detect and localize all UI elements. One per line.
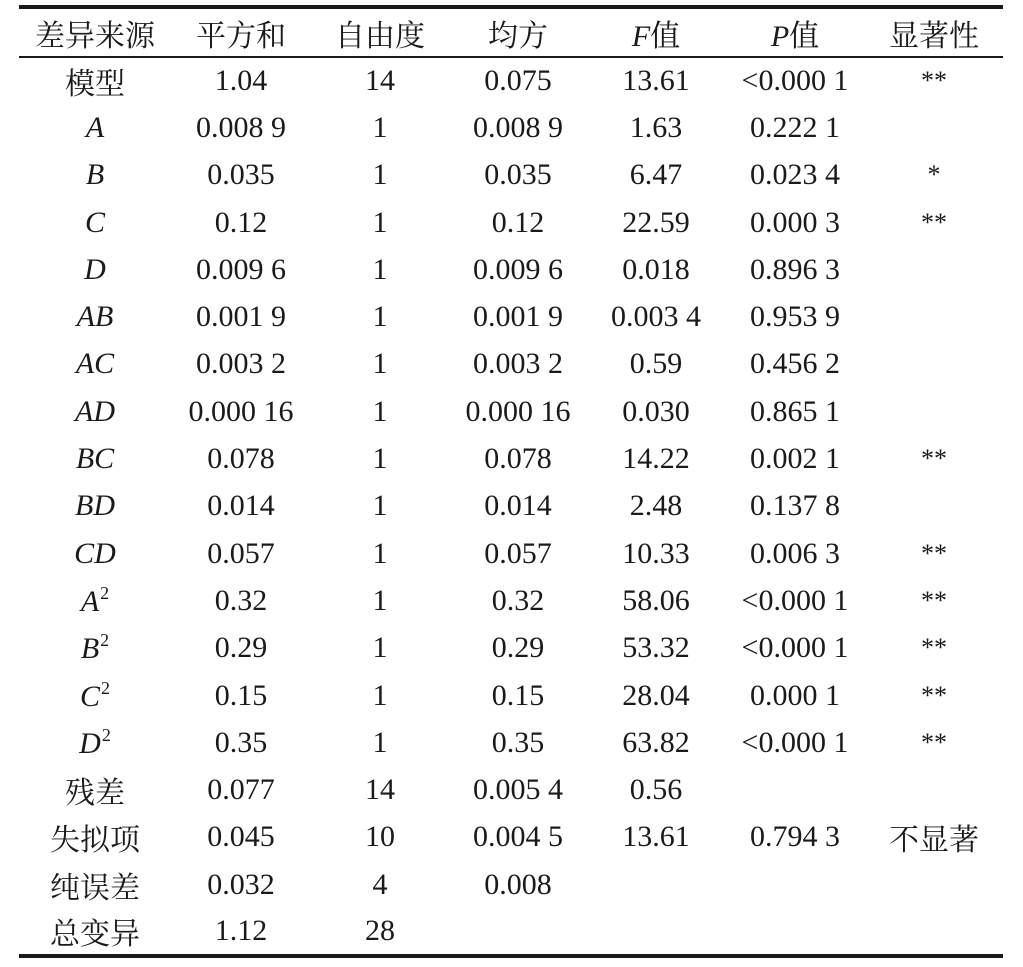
source-exponent: 2 [101,724,111,745]
table-row [19,530,1003,577]
cell-significance [865,104,1003,151]
header-degrees-of-freedom [311,7,449,57]
header-label: 差异来源 [35,19,155,53]
cell-f-value: 14.22 [622,442,690,476]
cell-significance: ** [921,727,947,757]
table-header [19,7,1003,57]
cell-f-value: 2.48 [629,489,683,523]
source-exponent: 2 [100,630,110,651]
cell-p-value: <0.000 1 [741,631,849,665]
cell-p-value: 0.000 1 [750,678,840,712]
cell-sum-of-squares: 0.014 [207,489,275,523]
cell-p-value: 0.137 8 [750,489,840,523]
cell-significance: ** [921,538,947,568]
source-label: 残差 [65,777,125,811]
cell-p-value: 0.006 3 [750,536,840,570]
cell-source [19,104,171,151]
cell-degrees-of-freedom: 1 [372,347,388,381]
cell-degrees-of-freedom: 1 [372,536,388,570]
table-row [19,625,1003,672]
source-label: BC [75,442,115,476]
table-row [19,483,1003,530]
cell-f-value: 1.63 [629,110,683,144]
cell-degrees-of-freedom: 28 [311,908,449,955]
header-variable-symbol: P [770,19,790,53]
cell-significance [865,388,1003,435]
cell-source [19,293,171,340]
cell-sum-of-squares: 0.32 [214,583,268,617]
cell-mean-square [449,908,587,955]
cell-degrees-of-freedom: 14 [365,64,395,98]
cell-sum-of-squares: 0.001 9 [196,300,286,334]
cell-mean-square: 0.000 16 [465,394,571,428]
cell-mean-square: 0.035 [484,158,552,192]
cell-sum-of-squares: 0.008 9 [196,110,286,144]
source-label: BD [75,489,115,523]
table-row [19,908,1003,955]
cell-source [19,577,171,624]
cell-p-value [725,908,865,955]
cell-mean-square: 0.29 [491,631,545,665]
cell-significance: ** [921,585,947,615]
cell-source [19,719,171,766]
cell-f-value: 0.56 [629,773,683,807]
cell-sum-of-squares: 0.078 [207,442,275,476]
cell-degrees-of-freedom: 1 [372,110,388,144]
cell-f-value: 10.33 [622,536,690,570]
cell-significance: 不显著 [889,824,979,858]
table-row [19,246,1003,293]
table-row [19,341,1003,388]
cell-degrees-of-freedom: 1 [372,725,388,759]
cell-source [19,199,171,246]
cell-sum-of-squares: 0.15 [214,678,268,712]
cell-p-value: <0.000 1 [741,64,849,98]
cell-mean-square: 0.001 9 [473,300,563,334]
cell-source [19,388,171,435]
source-label: B [85,158,105,192]
source-label: C [79,679,100,713]
cell-p-value: <0.000 1 [741,583,849,617]
cell-mean-square: 0.003 2 [473,347,563,381]
table-row [19,719,1003,766]
source-label: 失拟项 [50,824,140,858]
cell-mean-square: 0.15 [491,678,545,712]
table-row [19,861,1003,908]
cell-degrees-of-freedom: 1 [372,489,388,523]
table-row [19,152,1003,199]
cell-p-value: 0.794 3 [750,820,840,854]
cell-significance [865,766,1003,813]
cell-mean-square: 0.078 [484,442,552,476]
table-row [19,293,1003,340]
cell-source [19,625,171,672]
cell-degrees-of-freedom: 1 [372,631,388,665]
source-label: B [80,632,100,666]
source-label: A [85,110,105,144]
cell-significance [865,293,1003,340]
cell-degrees-of-freedom: 14 [365,773,395,807]
cell-degrees-of-freedom: 1 [372,442,388,476]
table-row [19,57,1003,104]
cell-f-value [587,861,725,908]
table-row [19,388,1003,435]
header-label: 值 [789,19,820,53]
table-row [19,577,1003,624]
cell-p-value: 0.456 2 [750,347,840,381]
cell-p-value: 0.896 3 [750,252,840,286]
cell-source [19,530,171,577]
cell-source [19,908,171,955]
source-label: D [84,252,106,286]
cell-mean-square: 0.008 [484,867,552,901]
cell-sum-of-squares: 0.35 [214,725,268,759]
cell-sum-of-squares: 0.045 [207,820,275,854]
header-source [19,7,171,57]
cell-significance: * [927,160,941,190]
source-label: 模型 [65,68,125,102]
header-sum-of-squares [171,7,311,57]
source-label: AB [76,300,114,334]
cell-mean-square: 0.009 6 [473,252,563,286]
cell-degrees-of-freedom: 1 [372,205,388,239]
cell-p-value: 0.023 4 [750,158,840,192]
cell-p-value: 0.865 1 [750,394,840,428]
cell-f-value: 0.018 [622,252,690,286]
cell-sum-of-squares: 0.077 [207,773,275,807]
cell-mean-square: 0.075 [484,64,552,98]
cell-mean-square: 0.32 [491,583,545,617]
header-variable-symbol: F [631,19,651,53]
anova-table [19,5,1003,958]
header-p-value [725,7,865,57]
cell-p-value: <0.000 1 [741,725,849,759]
cell-source [19,483,171,530]
cell-significance: ** [921,633,947,663]
cell-mean-square: 0.057 [484,536,552,570]
source-label: C [84,205,105,239]
cell-sum-of-squares: 0.035 [207,158,275,192]
cell-f-value: 0.003 4 [611,300,701,334]
cell-mean-square: 0.35 [491,725,545,759]
header-significance [865,7,1003,57]
header-label: 显著性 [889,19,979,53]
cell-mean-square: 0.014 [484,489,552,523]
source-exponent: 2 [101,677,110,698]
cell-source [19,861,171,908]
table-row [19,814,1003,861]
header-label: 均方 [488,19,548,53]
cell-sum-of-squares: 0.000 16 [188,394,294,428]
cell-mean-square: 0.004 5 [473,820,563,854]
cell-source [19,341,171,388]
cell-p-value [725,861,865,908]
cell-source [19,672,171,719]
cell-sum-of-squares: 1.12 [171,908,311,955]
cell-degrees-of-freedom: 10 [365,820,395,854]
cell-source [19,814,171,861]
table-row [19,766,1003,813]
source-label: 纯误差 [50,871,140,905]
cell-p-value [725,766,865,813]
cell-source [19,152,171,199]
cell-f-value: 22.59 [622,205,690,239]
header-row [19,7,1003,57]
cell-p-value: 0.953 9 [750,300,840,334]
cell-p-value: 0.222 1 [750,110,840,144]
header-label: 平方和 [196,19,286,53]
cell-f-value: 13.61 [622,820,690,854]
cell-significance: ** [921,66,947,96]
cell-mean-square: 0.005 4 [473,773,563,807]
cell-mean-square: 0.12 [491,205,545,239]
cell-significance [865,908,1003,955]
cell-sum-of-squares: 0.032 [207,867,275,901]
source-label: 总变异 [50,917,140,951]
header-f-value [587,7,725,57]
cell-significance [865,341,1003,388]
source-label: CD [74,536,116,570]
cell-degrees-of-freedom: 1 [372,583,388,617]
cell-sum-of-squares: 0.009 6 [196,252,286,286]
cell-source [19,435,171,482]
cell-significance: ** [921,444,947,474]
cell-f-value: 28.04 [622,678,690,712]
cell-significance [865,861,1003,908]
cell-degrees-of-freedom: 1 [372,252,388,286]
source-exponent: 2 [100,582,110,603]
cell-f-value: 13.61 [622,64,690,98]
source-label: D [79,726,101,760]
header-label: 自由度 [335,19,425,53]
cell-sum-of-squares: 0.29 [214,631,268,665]
cell-significance [865,483,1003,530]
source-label: A [80,584,100,618]
cell-degrees-of-freedom: 4 [372,867,388,901]
header-mean-square [449,7,587,57]
cell-p-value: 0.000 3 [750,205,840,239]
cell-f-value: 53.32 [622,631,690,665]
cell-sum-of-squares: 0.003 2 [196,347,286,381]
cell-source [19,246,171,293]
source-label: AC [75,347,115,381]
cell-f-value [587,908,725,955]
cell-degrees-of-freedom: 1 [372,678,388,712]
cell-degrees-of-freedom: 1 [372,300,388,334]
cell-f-value: 63.82 [622,725,690,759]
cell-f-value: 0.030 [622,394,690,428]
cell-significance [865,246,1003,293]
cell-degrees-of-freedom: 1 [372,394,388,428]
cell-p-value: 0.002 1 [750,442,840,476]
table-row [19,104,1003,151]
cell-f-value: 6.47 [629,158,683,192]
cell-degrees-of-freedom: 1 [372,158,388,192]
source-label: AD [75,394,115,428]
cell-f-value: 58.06 [622,583,690,617]
cell-source [19,766,171,813]
cell-sum-of-squares: 0.057 [207,536,275,570]
cell-significance: ** [921,207,947,237]
cell-sum-of-squares: 0.12 [214,205,268,239]
cell-sum-of-squares: 1.04 [214,64,268,98]
cell-source [19,57,171,104]
cell-mean-square: 0.008 9 [473,110,563,144]
cell-significance: ** [921,680,947,710]
table-row [19,672,1003,719]
cell-f-value: 0.59 [629,347,683,381]
table-body [19,57,1003,956]
table-row [19,435,1003,482]
table-row [19,199,1003,246]
header-label: 值 [650,19,681,53]
